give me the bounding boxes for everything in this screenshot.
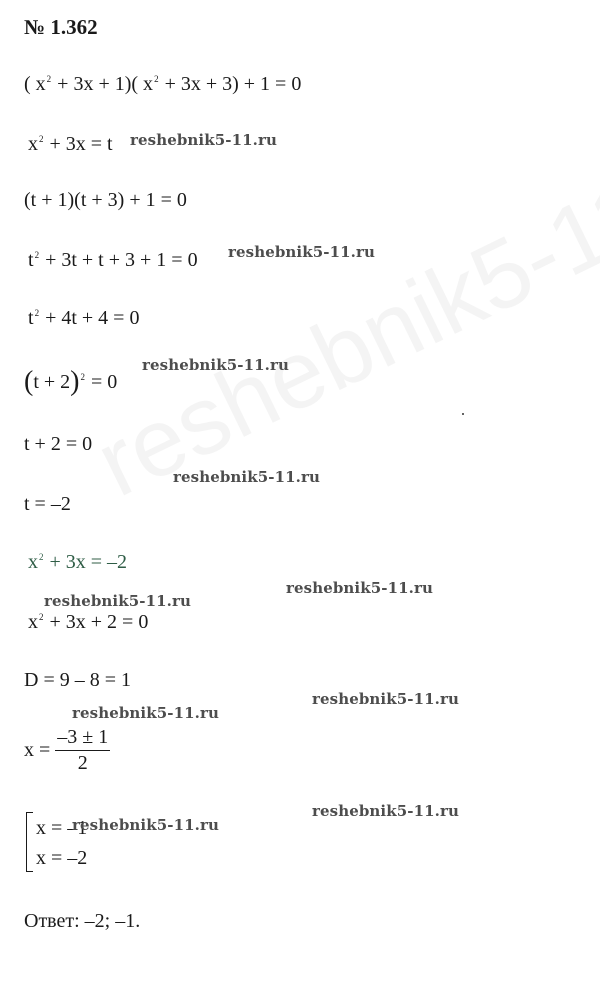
stray-dot [462,413,464,415]
equation-line-4: $t^2 + 3t + t + 3 + 1 = 0$ [28,249,198,271]
watermark: reshebnik5-11.ru [228,243,375,261]
system-row-1: x = –1 [36,817,88,839]
equation-line-3: (t + 1)(t + 3) + 1 = 0 [24,189,187,211]
fraction: $\frac{-3 \pm 1}{2}$ [57,726,109,774]
answer-line: Ответ: –2; –1. [24,910,141,932]
watermark: reshebnik5-11.ru [130,131,277,149]
equation-line-7: t + 2 = 0 [24,433,93,455]
equation-line-1: ( $x^2 + 3x + 1$)( $x^2 + 3x + 3) + 1 = 0$ [24,73,302,95]
system-row-2: x = –2 [36,847,88,869]
equation-line-6: $(t + 2)^2 = 0$ [24,366,118,397]
equation-line-8: t = –2 [24,493,71,515]
watermark: reshebnik5-11.ru [312,802,459,820]
problem-number: № 1.362 [24,15,98,39]
equation-line-11: D = 9 – 8 = 1 [24,669,132,691]
system-bracket [26,812,33,872]
watermark: reshebnik5-11.ru [286,579,433,597]
watermark: reshebnik5-11.ru [142,356,289,374]
watermark: reshebnik5-11.ru [44,592,191,610]
watermark: reshebnik5-11.ru [72,816,219,834]
watermark: reshebnik5-11.ru [312,690,459,708]
equation-line-12: x = $\frac{-3 \pm 1}{2}$ [24,726,109,774]
watermark: reshebnik5-11.ru [173,468,320,486]
watermark: reshebnik5-11.ru [72,704,219,722]
equation-line-10: $x^2 + 3x + 2 = 0$ [28,611,149,633]
equation-line-2: $x^2 + 3x = t$ [28,133,113,155]
equation-line-9: $x^2 + 3x = -2$ [28,551,128,573]
equation-line-5: $t^2 + 4t + 4 = 0$ [28,307,140,329]
